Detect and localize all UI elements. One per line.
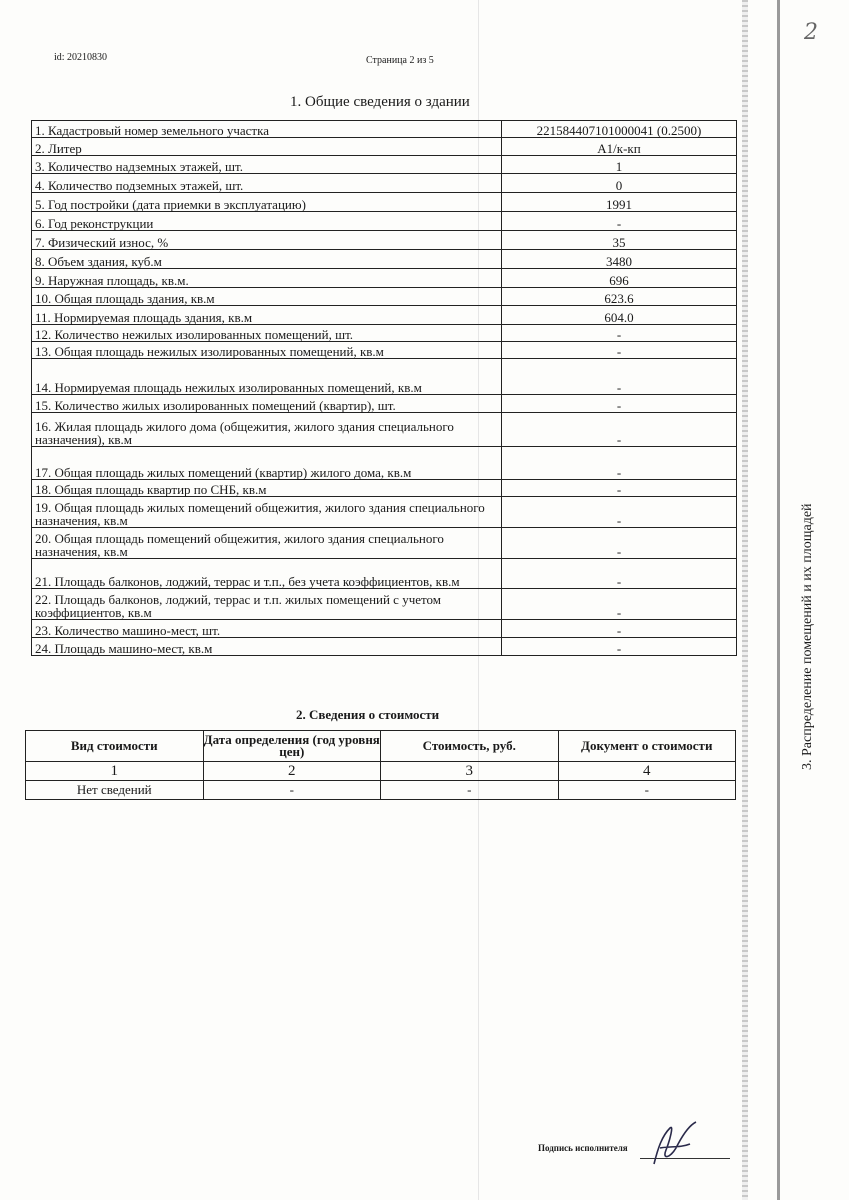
cost-header-type: Вид стоимости [26, 731, 204, 762]
info-row [32, 288, 737, 306]
info-value: 696 [502, 269, 737, 288]
info-value: 1991 [502, 193, 737, 212]
info-row [32, 306, 737, 325]
info-row [32, 497, 737, 528]
info-label: 4. Количество подземных этажей, шт. [32, 174, 502, 193]
info-row [32, 447, 737, 480]
handwritten-page-mark: 2 [804, 20, 818, 45]
info-row [32, 620, 737, 638]
signature-label: Подпись исполнителя [538, 1143, 628, 1153]
info-value: - [502, 620, 737, 638]
info-row [32, 413, 737, 447]
info-value: А1/к-кп [502, 138, 737, 156]
info-label: 21. Площадь балконов, лоджий, террас и т.п., без учета коэффициентов, кв.м [32, 559, 502, 589]
cost-cell-document: - [558, 781, 736, 800]
cost-header-date: Дата определения (год уровня цен) [203, 731, 381, 762]
info-label: 22. Площадь балконов, лоджий, террас и т.п. жилых помещений с учетом коэффициентов, кв.м [32, 589, 502, 620]
info-value: - [502, 589, 737, 620]
info-value: - [502, 212, 737, 231]
info-label: 16. Жилая площадь жилого дома (общежития, жилого здания специального назначения), кв.м [32, 413, 502, 447]
info-row [32, 138, 737, 156]
info-row [32, 325, 737, 342]
cost-col-number: 4 [558, 762, 736, 781]
info-row [32, 589, 737, 620]
info-row [32, 480, 737, 497]
info-label: 2. Литер [32, 138, 502, 156]
info-label: 14. Нормируемая площадь нежилых изолированных помещений, кв.м [32, 359, 502, 395]
info-value: - [502, 413, 737, 447]
next-section-side-title: 3. Распределение помещений и их площадей [800, 503, 815, 770]
info-label: 17. Общая площадь жилых помещений (квартир) жилого дома, кв.м [32, 447, 502, 480]
info-row [32, 231, 737, 250]
info-row [32, 359, 737, 395]
info-value: - [502, 359, 737, 395]
cost-col-number: 2 [203, 762, 381, 781]
info-row [32, 212, 737, 231]
cost-col-number: 3 [381, 762, 559, 781]
cost-cell-type: Нет сведений [26, 781, 204, 800]
info-value: - [502, 447, 737, 480]
cost-header-document: Документ о стоимости [558, 731, 736, 762]
info-label: 11. Нормируемая площадь здания, кв.м [32, 306, 502, 325]
info-row [32, 193, 737, 212]
info-row [32, 250, 737, 269]
handwritten-signature [640, 1118, 710, 1168]
info-value: 3480 [502, 250, 737, 269]
binding-edge-dark [777, 0, 780, 1200]
cost-col-number: 1 [26, 762, 204, 781]
info-label: 19. Общая площадь жилых помещений общежития, жилого здания специального назначения, кв.м [32, 497, 502, 528]
info-value: 35 [502, 231, 737, 250]
info-label: 23. Количество машино-мест, шт. [32, 620, 502, 638]
info-value: 221584407101000041 (0.2500) [502, 121, 737, 138]
info-value: - [502, 638, 737, 656]
cost-cell-date: - [203, 781, 381, 800]
info-label: 24. Площадь машино-мест, кв.м [32, 638, 502, 656]
info-row [32, 528, 737, 559]
info-value: - [502, 528, 737, 559]
info-row [32, 559, 737, 589]
info-row [32, 156, 737, 174]
building-info-table [31, 120, 737, 656]
page-number: Страница 2 из 5 [366, 55, 434, 66]
info-label: 6. Год реконструкции [32, 212, 502, 231]
info-value: - [502, 480, 737, 497]
info-value: - [502, 395, 737, 413]
section-1-title: 1. Общие сведения о здании [290, 94, 470, 110]
cost-table [25, 730, 736, 800]
binding-edge [742, 0, 748, 1200]
info-row [32, 121, 737, 138]
info-label: 13. Общая площадь нежилых изолированных помещений, кв.м [32, 342, 502, 359]
info-value: - [502, 497, 737, 528]
info-label: 7. Физический износ, % [32, 231, 502, 250]
info-row [32, 395, 737, 413]
info-label: 15. Количество жилых изолированных помещений (квартир), шт. [32, 395, 502, 413]
section-2-title: 2. Сведения о стоимости [296, 707, 440, 722]
cost-header-value: Стоимость, руб. [381, 731, 559, 762]
info-label: 1. Кадастровый номер земельного участка [32, 121, 502, 138]
info-value: - [502, 325, 737, 342]
document-id: id: 20210830 [54, 52, 108, 63]
info-row [32, 269, 737, 288]
info-label: 9. Наружная площадь, кв.м. [32, 269, 502, 288]
info-value: 623.6 [502, 288, 737, 306]
info-value: - [502, 559, 737, 589]
info-row [32, 174, 737, 193]
info-value: - [502, 342, 737, 359]
info-label: 8. Объем здания, куб.м [32, 250, 502, 269]
info-value: 0 [502, 174, 737, 193]
info-value: 604.0 [502, 306, 737, 325]
info-label: 10. Общая площадь здания, кв.м [32, 288, 502, 306]
info-row [32, 342, 737, 359]
info-value: 1 [502, 156, 737, 174]
info-label: 20. Общая площадь помещений общежития, жилого здания специального назначения, кв.м [32, 528, 502, 559]
info-label: 12. Количество нежилых изолированных помещений, шт. [32, 325, 502, 342]
info-row [32, 638, 737, 656]
info-label: 18. Общая площадь квартир по СНБ, кв.м [32, 480, 502, 497]
cost-cell-value: - [381, 781, 559, 800]
info-label: 5. Год постройки (дата приемки в эксплуатацию) [32, 193, 502, 212]
info-label: 3. Количество надземных этажей, шт. [32, 156, 502, 174]
